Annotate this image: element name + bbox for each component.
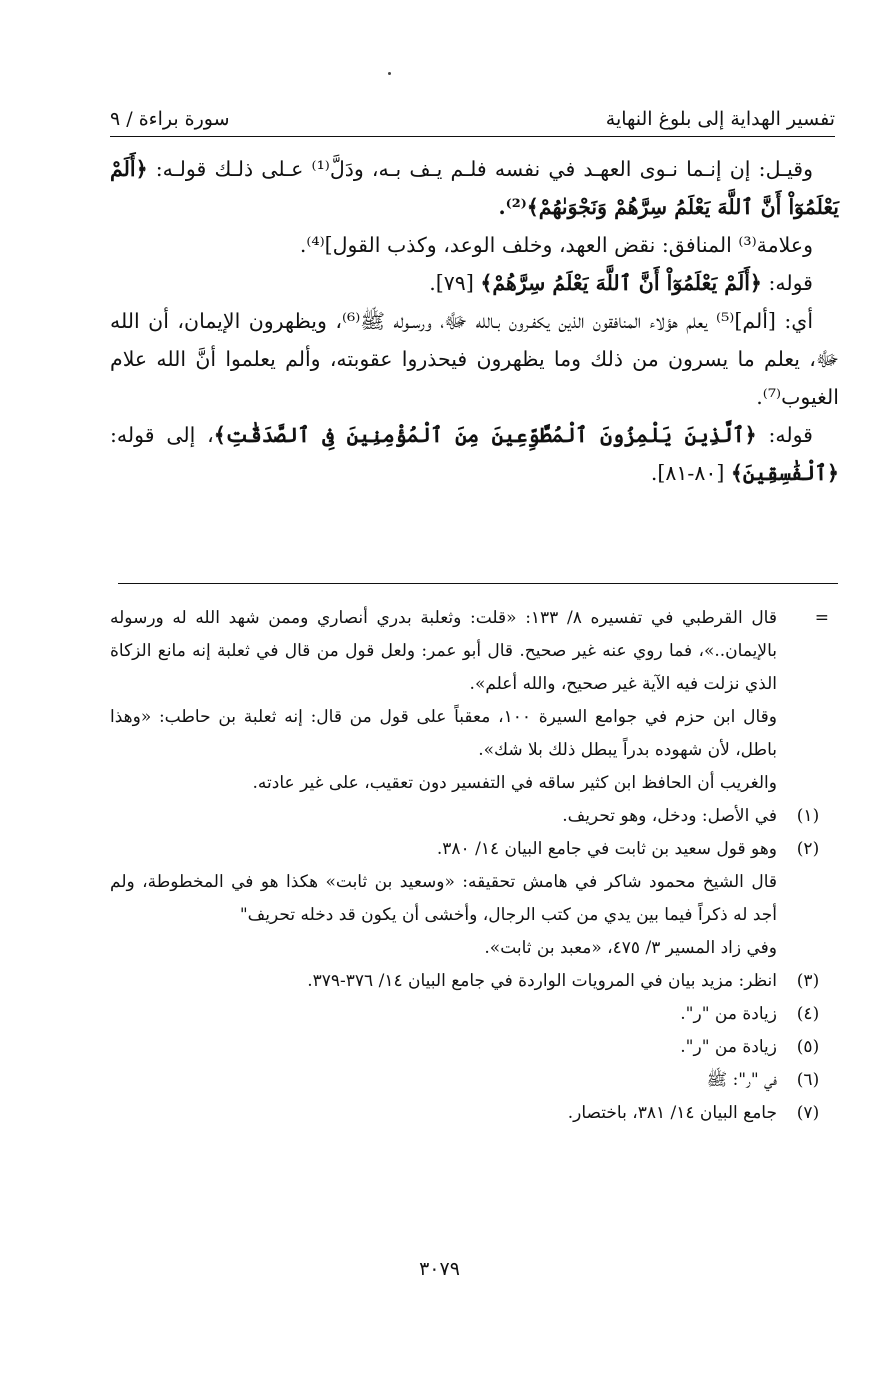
paragraph-4-text: أي: [ألم]⁽⁵⁾ يعلم هؤلاء المنافقون الذين يكفـرون بـالله ﷻ، ورسـوله ﷺ⁽⁶⁾، ويظهرون الإيمان، أن الله ﷻ، يعلم ما يسرون من ذلك وما يظهرون فيحذروا عقوبته، وألم يعلموا أنَّ الله علام الغيوب⁽⁷⁾. — [110, 309, 839, 409]
footnote-7 — [110, 1097, 839, 1130]
quote-intro-2: قوله: — [768, 423, 813, 447]
footnote-2-continuation-1-text: قال الشيخ محمود شاكر في هامش تحقيقه: «وسعيد بن ثابت» هكذا هو في المخطوطة، ولم أجد له ذكراً فيما بين يدي من كتب الرجال، وأخشى أن يكون قد دخله تحريف" — [110, 872, 777, 925]
footnote-6 — [110, 1064, 839, 1097]
paragraph-1-text: وقيـل: إن إنـما نـوى العهـد في نفسه فلـم يـف بـه، ودَلَّ⁽¹⁾ عـلى ذلـك قولـه: — [155, 157, 813, 181]
scan-speck — [388, 72, 391, 75]
footnote-number: (٤) — [796, 1004, 820, 1024]
page-number: ٣٠٧٩ — [419, 1258, 460, 1280]
running-header — [110, 96, 835, 130]
verse-quote-2: ﴿أَلَمْ يَعْلَمُوٓاْ أَنَّ ٱللَّهَ يَعْلَمُ سِرَّهُمْ﴾ — [480, 271, 762, 295]
footnote-2-continuation-1 — [110, 866, 839, 932]
paragraph-3 — [110, 264, 839, 302]
paragraph-4 — [110, 302, 839, 416]
continued-note-2 — [110, 701, 839, 767]
surah-page-label: سورة براءة / ٩ — [110, 108, 230, 130]
footnote-number: (٥) — [796, 1037, 820, 1057]
footnotes — [110, 602, 839, 1130]
book-title: تفسير الهداية إلى بلوغ النهاية — [605, 108, 835, 130]
quote-intro: قوله: — [768, 271, 813, 295]
quote-bridge: ، إلى قوله: — [110, 423, 214, 447]
header-rule — [110, 136, 835, 137]
footnote-text: انظر: مزيد بيان في المرويات الواردة في جامع البيان ١٤/ ٣٧٦-٣٧٩. — [307, 971, 777, 991]
footnote-number: (٢) — [796, 839, 820, 859]
footnote-2-continuation-2 — [110, 932, 839, 965]
paragraph-2-text: وعلامة⁽³⁾ المنافق: نقض العهد، وخلف الوعد، وكذب القول]⁽⁴⁾. — [299, 233, 813, 257]
continued-note-3 — [110, 767, 839, 800]
continued-note-3-text: والغريب أن الحافظ ابن كثير ساقه في التفسير دون تعقيب، على غير عادته. — [252, 773, 777, 793]
footnote-5 — [110, 1031, 839, 1064]
footnote-text: زيادة من "ر". — [680, 1037, 777, 1057]
paragraph-5 — [110, 416, 839, 492]
footnote-number: (٣) — [796, 971, 820, 991]
verse-ref-79: [٧٩]. — [429, 271, 474, 295]
footnote-number: (١) — [796, 806, 820, 826]
paragraph-1 — [110, 150, 839, 226]
footnote-2-continuation-2-text: وفي زاد المسير ٣/ ٤٧٥، «معبد بن ثابت». — [484, 938, 777, 958]
verse-quote-1: ﴿أَلَمْ يَعْلَمُوٓاْ أَنَّ ٱللَّهَ يَعْلَمُ سِرَّهُمْ وَنَجْوَىٰهُمْ﴾⁽²⁾. — [110, 157, 839, 219]
continued-note-1-text: قال القرطبي في تفسيره ٨/ ١٣٣: «قلت: وثعلبة بدري أنصاري وممن شهد الله له ورسوله بالإيمان..»، فما روي عنه غير صحيح. قال أبو عمر: ولعل قول من قال في ثعلبة إنه مانع الزكاة الذي نزلت فيه الآية غير صحيح، والله أعلم». — [110, 608, 777, 694]
footnote-4 — [110, 998, 839, 1031]
footnote-text: زيادة من "ر". — [680, 1004, 777, 1024]
continued-note-2-text: وقال ابن حزم في جوامع السيرة ١٠٠، معقباً على قول من قال: إنه ثعلبة بن حاطب: «وهذا باطل، لأن شهوده بدراً يبطل ذلك بلا شك». — [110, 707, 777, 760]
footnote-number: (٦) — [796, 1070, 820, 1090]
continued-note-1 — [110, 602, 839, 701]
continuation-mark: = — [814, 608, 829, 628]
footnote-text: جامع البيان ١٤/ ٣٨١، باختصار. — [567, 1103, 777, 1123]
verse-quote-4: ﴿ٱلْفَٰسِقِينَ﴾ — [730, 461, 839, 485]
footnote-1 — [110, 800, 839, 833]
footnote-text: في "ر": ﷺ — [706, 1070, 777, 1090]
footnote-text: وهو قول سعيد بن ثابت في جامع البيان ١٤/ ٣٨٠. — [436, 839, 777, 859]
verse-quote-3: ﴿ٱلَّذِينَ يَلْمِزُونَ ٱلْمُطَّوِّعِينَ مِنَ ٱلْمُؤْمِنِينَ فِى ٱلصَّدَقَٰتِ﴾ — [213, 423, 757, 447]
footnote-divider — [118, 583, 838, 584]
footnote-2 — [110, 833, 839, 866]
footnote-text: في الأصل: ودخل، وهو تحريف. — [562, 806, 777, 826]
paragraph-2 — [110, 226, 839, 264]
verse-ref-80-81: [٨٠-٨١]. — [650, 461, 725, 485]
footnote-number: (٧) — [796, 1103, 820, 1123]
main-text — [110, 150, 839, 492]
footnote-3 — [110, 965, 839, 998]
